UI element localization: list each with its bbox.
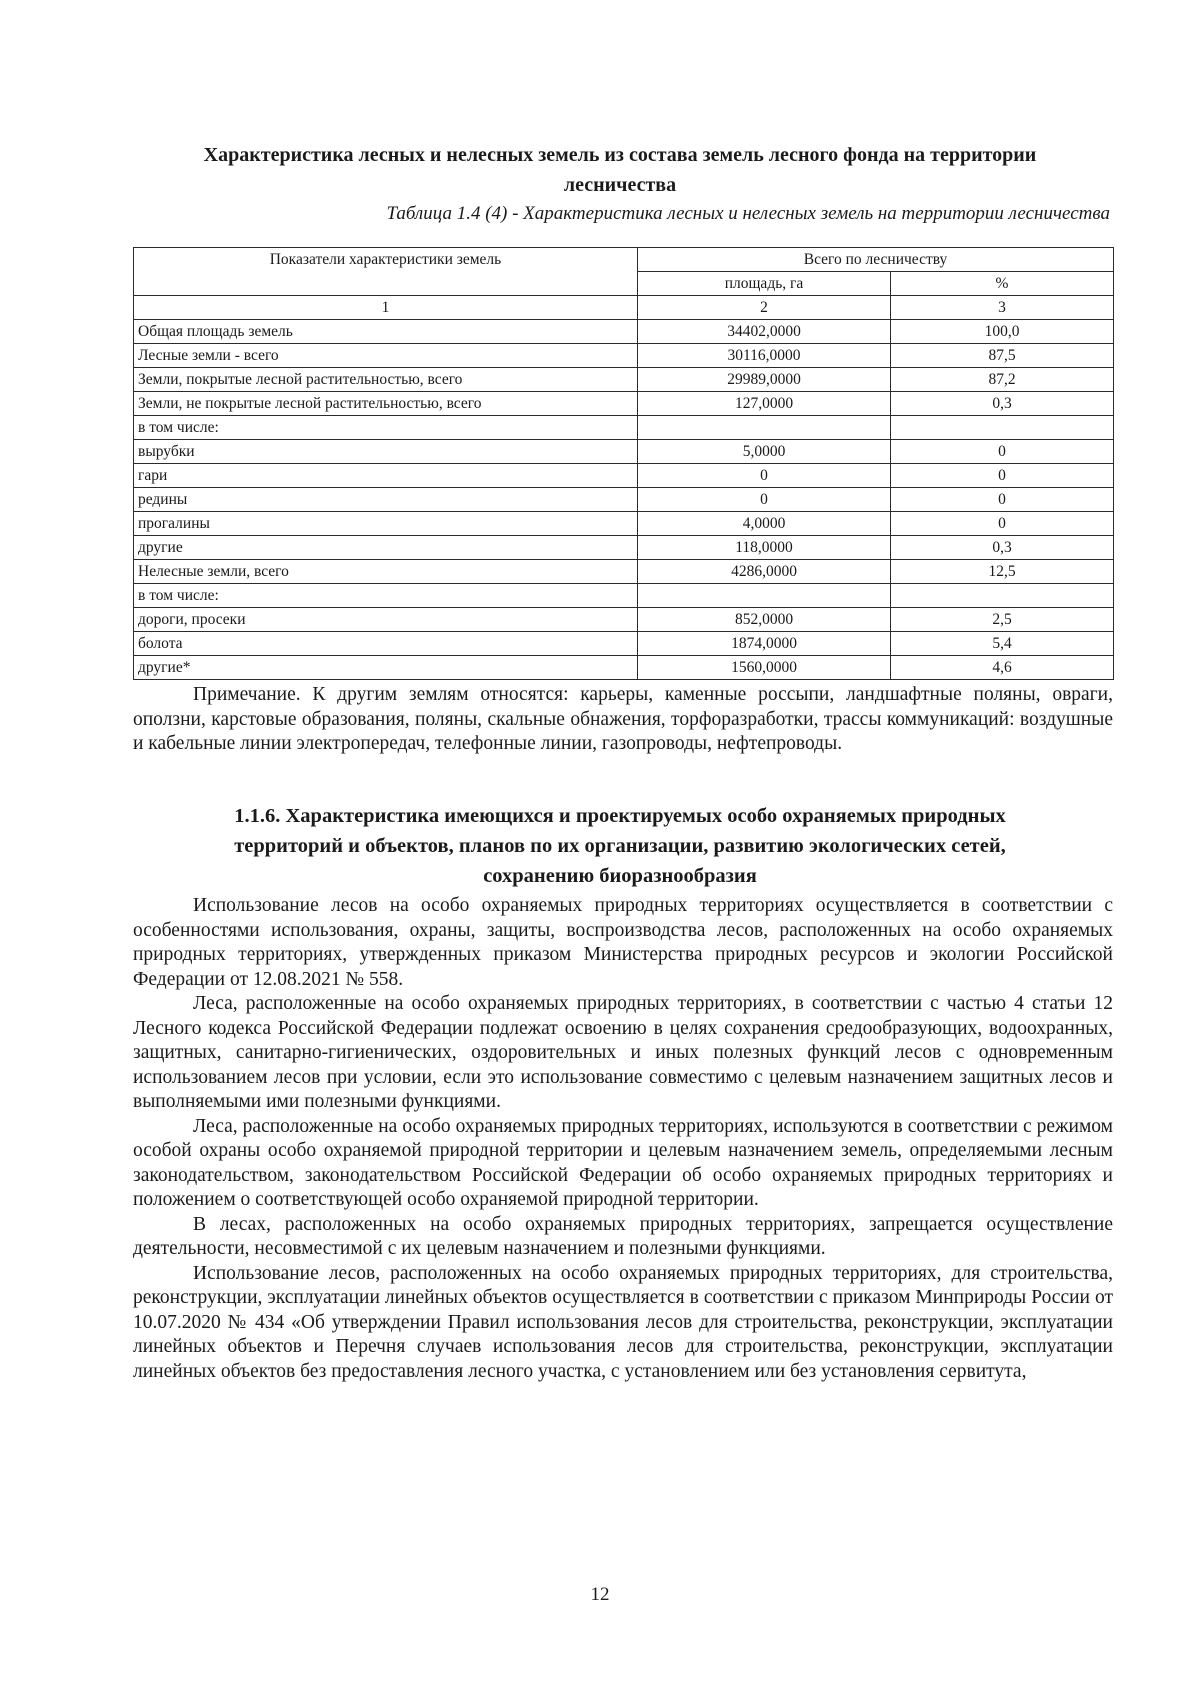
row-area: 4,0000 bbox=[638, 512, 891, 536]
row-percent: 0 bbox=[891, 440, 1114, 464]
table-row bbox=[134, 584, 1114, 608]
table-row bbox=[134, 368, 1114, 392]
row-label: редины bbox=[134, 488, 638, 512]
row-area: 127,0000 bbox=[638, 392, 891, 416]
header-area: площадь, га bbox=[638, 272, 891, 296]
row-label: Земли, покрытые лесной растительностью, всего bbox=[134, 368, 638, 392]
row-percent: 0,3 bbox=[891, 392, 1114, 416]
body-paragraph: Леса, расположенные на особо охраняемых природных территориях, используются в соответствии с режимом особой охраны особо охраняемой природной территории и целевым назначением земель, определяемыми лесным законодательством, законодательством Российской Федерации об особо охраняемых природных территориях и положением о соответствующей особо охраняемой природной территории. bbox=[133, 1115, 1113, 1210]
row-label: другие bbox=[134, 536, 638, 560]
row-label: дороги, просеки bbox=[134, 608, 638, 632]
row-percent: 0 bbox=[891, 488, 1114, 512]
row-percent: 100,0 bbox=[891, 320, 1114, 344]
table-caption: Таблица 1.4 (4) - Характеристика лесных и нелесных земель на территории лесничества bbox=[386, 203, 1110, 224]
row-area: 30116,0000 bbox=[638, 344, 891, 368]
row-label: вырубки bbox=[134, 440, 638, 464]
table-row bbox=[134, 416, 1114, 440]
section-title bbox=[150, 801, 1090, 891]
header-indicators: Показатели характеристики земель bbox=[134, 248, 638, 296]
table-row bbox=[134, 560, 1114, 584]
row-percent: 0,3 bbox=[891, 536, 1114, 560]
body-paragraph: Леса, расположенные на особо охраняемых природных территориях, в соответствии с частью 4 статьи 12 Лесного кодекса Российской Федерации подлежат освоению в целях сохранения средообразующих, водоохранных, защитных, санитарно-гигиенических, оздоровительных и иных полезных функций лесов с одновременным использованием лесов при условии, если это использование совместимо с целевым назначением защитных лесов и выполняемыми ими полезными функциями. bbox=[133, 993, 1113, 1112]
row-label: гари bbox=[134, 464, 638, 488]
table-heading-line-1: Характеристика лесных и нелесных земель из состава земель лесного фонда на территории bbox=[203, 144, 1037, 166]
row-area: 29989,0000 bbox=[638, 368, 891, 392]
section-title-line-1: 1.1.6. Характеристика имеющихся и проектируемых особо охраняемых природных bbox=[234, 805, 1006, 827]
row-label: в том числе: bbox=[134, 584, 638, 608]
table-row bbox=[134, 440, 1114, 464]
body-paragraph: В лесах, расположенных на особо охраняемых природных территориях, запрещается осуществление деятельности, несовместимой с их целевым назначением и полезными функциями. bbox=[133, 1213, 1113, 1259]
table-row bbox=[134, 464, 1114, 488]
body-paragraph: Использование лесов на особо охраняемых природных территориях осуществляется в соответствии с особенностями использования, охраны, защиты, воспроизводства лесов, расположенных на особо охраняемых природных территориях, утвержденных приказом Министерства природных ресурсов и экологии Российской Федерации от 12.08.2021 № 558. bbox=[133, 895, 1113, 990]
row-label: прогалины bbox=[134, 512, 638, 536]
row-percent: 2,5 bbox=[891, 608, 1114, 632]
table-row bbox=[134, 344, 1114, 368]
row-area: 1560,0000 bbox=[638, 656, 891, 680]
row-area: 1874,0000 bbox=[638, 632, 891, 656]
land-characteristics-table bbox=[133, 247, 1114, 680]
table-row bbox=[134, 656, 1114, 680]
row-label: другие* bbox=[134, 656, 638, 680]
table-row bbox=[134, 512, 1114, 536]
row-percent: 5,4 bbox=[891, 632, 1114, 656]
row-area: 0 bbox=[638, 464, 891, 488]
body-paragraph: Использование лесов, расположенных на особо охраняемых природных территориях, для строительства, реконструкции, эксплуатации линейных объектов осуществляется в соответствии с приказом Минприроды России от 10.07.2020 № 434 «Об утверждении Правил использования лесов для строительства, реконструкции, эксплуатации линейных объектов и Перечня случаев использования лесов для строительства, реконструкции, эксплуатации линейных объектов без предоставления лесного участка, с установлением или без установления сервитута, bbox=[133, 1262, 1113, 1382]
column-number: 3 bbox=[891, 296, 1114, 320]
table-row bbox=[134, 536, 1114, 560]
row-percent: 0 bbox=[891, 464, 1114, 488]
row-area bbox=[638, 416, 891, 440]
row-percent: 0 bbox=[891, 512, 1114, 536]
row-label: в том числе: bbox=[134, 416, 638, 440]
row-area: 0 bbox=[638, 488, 891, 512]
page-number: 12 bbox=[590, 1584, 610, 1605]
row-area: 4286,0000 bbox=[638, 560, 891, 584]
row-label: Лесные земли - всего bbox=[134, 344, 638, 368]
row-area: 5,0000 bbox=[638, 440, 891, 464]
table-row bbox=[134, 320, 1114, 344]
column-number: 1 bbox=[134, 296, 638, 320]
table-row bbox=[134, 608, 1114, 632]
table-heading-line-2: лесничества bbox=[563, 174, 677, 196]
row-percent: 87,5 bbox=[891, 344, 1114, 368]
table-row bbox=[134, 392, 1114, 416]
row-label: болота bbox=[134, 632, 638, 656]
row-label: Общая площадь земель bbox=[134, 320, 638, 344]
table-row bbox=[134, 488, 1114, 512]
section-title-line-3: сохранению биоразнообразия bbox=[483, 865, 757, 887]
section-title-line-2: территорий и объектов, планов по их организации, развитию экологических сетей, bbox=[234, 835, 1006, 857]
row-percent bbox=[891, 584, 1114, 608]
row-label: Земли, не покрытые лесной растительностью, всего bbox=[134, 392, 638, 416]
row-area: 118,0000 bbox=[638, 536, 891, 560]
row-area: 34402,0000 bbox=[638, 320, 891, 344]
table-note bbox=[133, 683, 1113, 757]
table-column-numbers-row bbox=[134, 296, 1114, 320]
section-body bbox=[133, 894, 1113, 1384]
row-label: Нелесные земли, всего bbox=[134, 560, 638, 584]
header-percent: % bbox=[891, 272, 1114, 296]
row-percent bbox=[891, 416, 1114, 440]
row-area bbox=[638, 584, 891, 608]
row-area: 852,0000 bbox=[638, 608, 891, 632]
row-percent: 12,5 bbox=[891, 560, 1114, 584]
note-paragraph: Примечание. К другим землям относятся: карьеры, каменные россыпи, ландшафтные поляны, овраги, оползни, карстовые образования, поляны, скальные обнажения, торфоразработки, трассы коммуникаций: воздушные и кабельные линии электропередач, телефонные линии, газопроводы, нефтепроводы. bbox=[133, 684, 1113, 754]
header-total: Всего по лесничеству bbox=[638, 248, 1114, 272]
row-percent: 4,6 bbox=[891, 656, 1114, 680]
table-header-row bbox=[134, 248, 1114, 272]
row-percent: 87,2 bbox=[891, 368, 1114, 392]
table-heading bbox=[130, 140, 1110, 200]
column-number: 2 bbox=[638, 296, 891, 320]
table-row bbox=[134, 632, 1114, 656]
